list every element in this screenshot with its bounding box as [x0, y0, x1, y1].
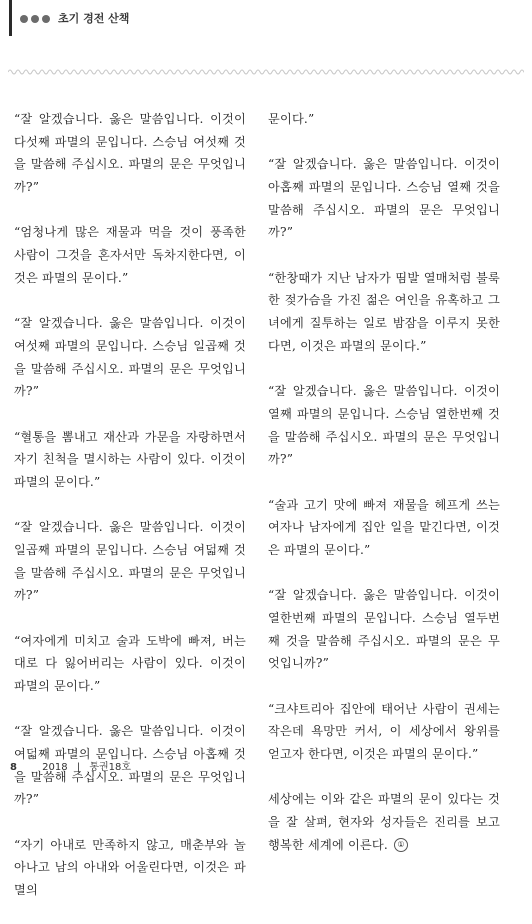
paragraph: “잘 알겠습니다. 옳은 말씀입니다. 이것이 다섯째 파멸의 문입니다. 스승님 여섯째 것을 말씀해 주십시오. 파멸의 문은 무엇입니까?”	[14, 112, 246, 195]
header-dots	[20, 15, 50, 23]
footer-issue: 통권18호	[89, 762, 132, 773]
dot-icon	[42, 15, 50, 23]
dot-icon	[20, 15, 28, 23]
dot-icon	[31, 15, 39, 23]
paragraph: “혈통을 뽐내고 재산과 가문을 자랑하면서 자기 친척을 멸시하는 사람이 있다. 이것이 파멸의 문이다.”	[14, 429, 246, 489]
paragraph: “잘 알겠습니다. 옳은 말씀입니다. 이것이 일곱째 파멸의 문입니다. 스승님 여덟째 것을 말씀해 주십시오. 파멸의 문은 무엇입니까?”	[14, 520, 246, 603]
paragraph: “자기 아내로 만족하지 않고, 매춘부와 놀아나고 남의 아내와 어울린다면, 이것은 파멸의	[14, 837, 246, 898]
paragraph: “술과 고기 맛에 빠져 재물을 헤프게 쓰는 여자나 남자에게 집안 일을 맡긴다면, 이것은 파멸의 문이다.”	[268, 497, 500, 557]
final-paragraph	[268, 788, 500, 856]
paragraph: “엄청나게 많은 재물과 먹을 것이 풍족한 사람이 그것을 혼자서만 독차지한다면, 이것은 파멸의 문이다.”	[14, 225, 246, 285]
section-title: 초기 경전 산책	[58, 12, 130, 25]
paragraph: “잘 알겠습니다. 옳은 말씀입니다. 이것이 여섯째 파멸의 문입니다. 스승님 일곱째 것을 말씀해 주십시오. 파멸의 문은 무엇입니까?”	[14, 316, 246, 399]
paragraph: “한창때가 지난 남자가 띰발 열매처럼 불룩한 젖가슴을 가진 젊은 여인을 유혹하고 그녀에게 질투하는 일로 밤잠을 이루지 못한다면, 이것은 파멸의 문이다.”	[268, 270, 500, 353]
paragraph: “잘 알겠습니다. 옳은 말씀입니다. 이것이 여덟째 파멸의 문입니다. 스승님 아홉째 것을 말씀해 주십시오. 파멸의 문은 무엇입니까?”	[14, 724, 246, 807]
page-footer	[10, 758, 131, 773]
header-rule	[9, 0, 12, 36]
paragraph: “잘 알겠습니다. 옳은 말씀입니다. 이것이 열째 파멸의 문입니다. 스승님 열한번째 것을 말씀해 주십시오. 파멸의 문은 무엇입니까?”	[268, 384, 500, 467]
paragraph: 문이다.”	[268, 112, 315, 126]
paragraph: “크샤트리아 집안에 태어난 사람이 권세는 작은데 욕망만 커서, 이 세상에서 왕위를 얻고자 한다면, 이것은 파멸의 문이다.”	[268, 701, 500, 762]
paragraph: “잘 알겠습니다. 옳은 말씀입니다. 이것이 열한번째 파멸의 문입니다. 스승님 열두번째 것을 말씀해 주십시오. 파멸의 문은 무엇입니까?”	[268, 588, 500, 671]
final-paragraph-text: 세상에는 이와 같은 파멸의 문이 있다는 것을 잘 살펴, 현자와 성자들은 진리를 보고 행복한 세계에 이른다.	[268, 792, 500, 852]
footer-separator: |	[76, 762, 81, 773]
running-header	[0, 0, 532, 40]
left-column	[14, 108, 246, 924]
wave-divider	[8, 68, 524, 76]
page-number: 8	[10, 762, 17, 773]
footer-year: 2018	[42, 762, 68, 773]
end-mark-icon: ①	[394, 838, 408, 852]
right-column	[268, 108, 500, 879]
paragraph: “여자에게 미치고 술과 도박에 빠져, 버는 대로 다 잃어버리는 사람이 있다. 이것이 파멸의 문이다.”	[14, 633, 246, 694]
paragraph: “잘 알겠습니다. 옳은 말씀입니다. 이것이 아홉째 파멸의 문입니다. 스승님 열째 것을 말씀해 주십시오. 파멸의 문은 무엇입니까?”	[268, 157, 500, 240]
